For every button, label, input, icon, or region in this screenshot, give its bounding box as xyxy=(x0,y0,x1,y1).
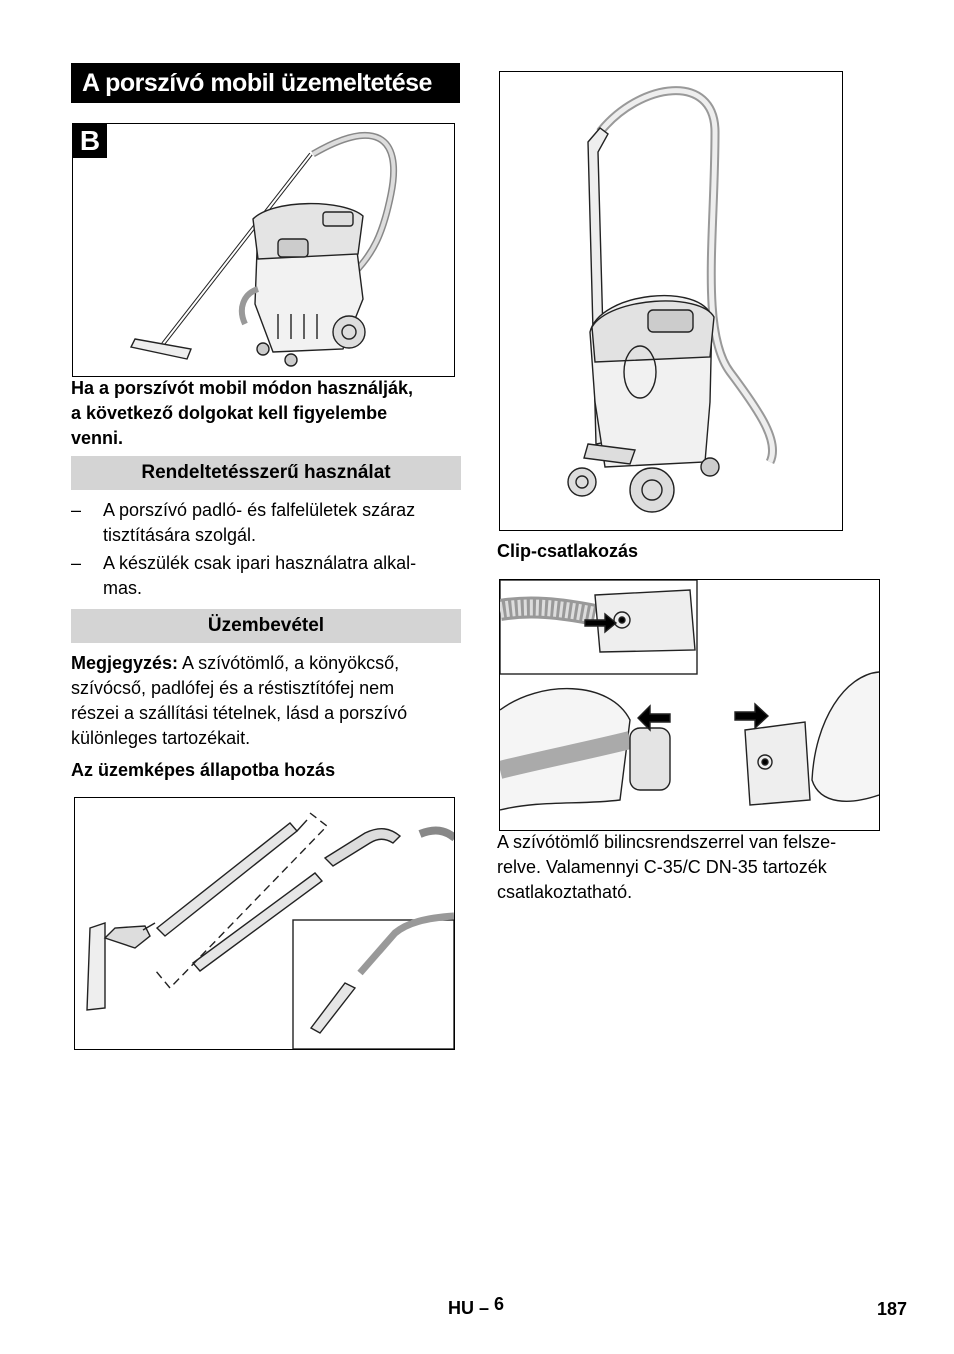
page-title: A porszívó mobil üzemeltetése xyxy=(71,63,460,103)
bullet-dash: – xyxy=(71,553,82,573)
bullet-line: mas. xyxy=(103,578,143,598)
note-line-3: részei a szállítási tételnek, lásd a porszívó xyxy=(71,703,408,723)
figure-badge: B xyxy=(73,124,107,158)
section-heading-intended-use: Rendeltetésszerű használat xyxy=(71,456,461,490)
note-label: Megjegyzés: xyxy=(71,653,179,673)
figure-vacuum-upright xyxy=(499,71,843,531)
bullet-line: A porszívó padló- és falfelületek száraz xyxy=(103,500,416,520)
note-text: A szívótömlő, a könyökcső, xyxy=(178,653,400,673)
note-line-4: különleges tartozékait. xyxy=(71,728,251,748)
subheading-setup: Az üzemképes állapotba hozás xyxy=(71,760,336,780)
intro-line-2: a következő dolgokat kell figyelembe xyxy=(71,403,388,423)
bullet-dash: – xyxy=(71,500,82,520)
section-heading-commissioning: Üzembevétel xyxy=(71,609,461,643)
footer-lang: HU xyxy=(448,1298,474,1318)
assembly-illustration xyxy=(75,798,454,1049)
intro-line-1: Ha a porszívót mobil módon használják, xyxy=(71,378,414,398)
subheading-clip: Clip-csatlakozás xyxy=(497,541,639,561)
clip-line-3: csatlakoztatható. xyxy=(497,882,633,902)
footer-dash: – xyxy=(479,1298,490,1318)
figure-vacuum-mobile xyxy=(72,123,455,377)
intro-line-3: venni. xyxy=(71,428,124,448)
clip-illustration xyxy=(500,580,879,830)
bullet-line: tisztítására szolgál. xyxy=(103,525,257,545)
figure-assembly xyxy=(74,797,455,1050)
clip-line-2: relve. Valamennyi C-35/C DN-35 tartozék xyxy=(497,857,827,877)
bullet-item xyxy=(71,498,463,548)
vacuum-upright-illustration xyxy=(500,72,842,530)
figure-clip-connection xyxy=(499,579,880,831)
page-number: 187 xyxy=(877,1299,908,1319)
bullet-line: A készülék csak ipari használatra alkal- xyxy=(103,553,417,573)
note-line-2: szívócső, padlófej és a réstisztítófej nem xyxy=(71,678,395,698)
bullet-item xyxy=(71,551,463,601)
clip-line-1: A szívótömlő bilincsrendszerrel van felsze- xyxy=(497,832,837,852)
vacuum-illustration xyxy=(73,124,454,376)
footer-section-label xyxy=(448,1294,505,1319)
note-line-1 xyxy=(71,651,399,676)
footer-section-number: 6 xyxy=(494,1294,505,1314)
